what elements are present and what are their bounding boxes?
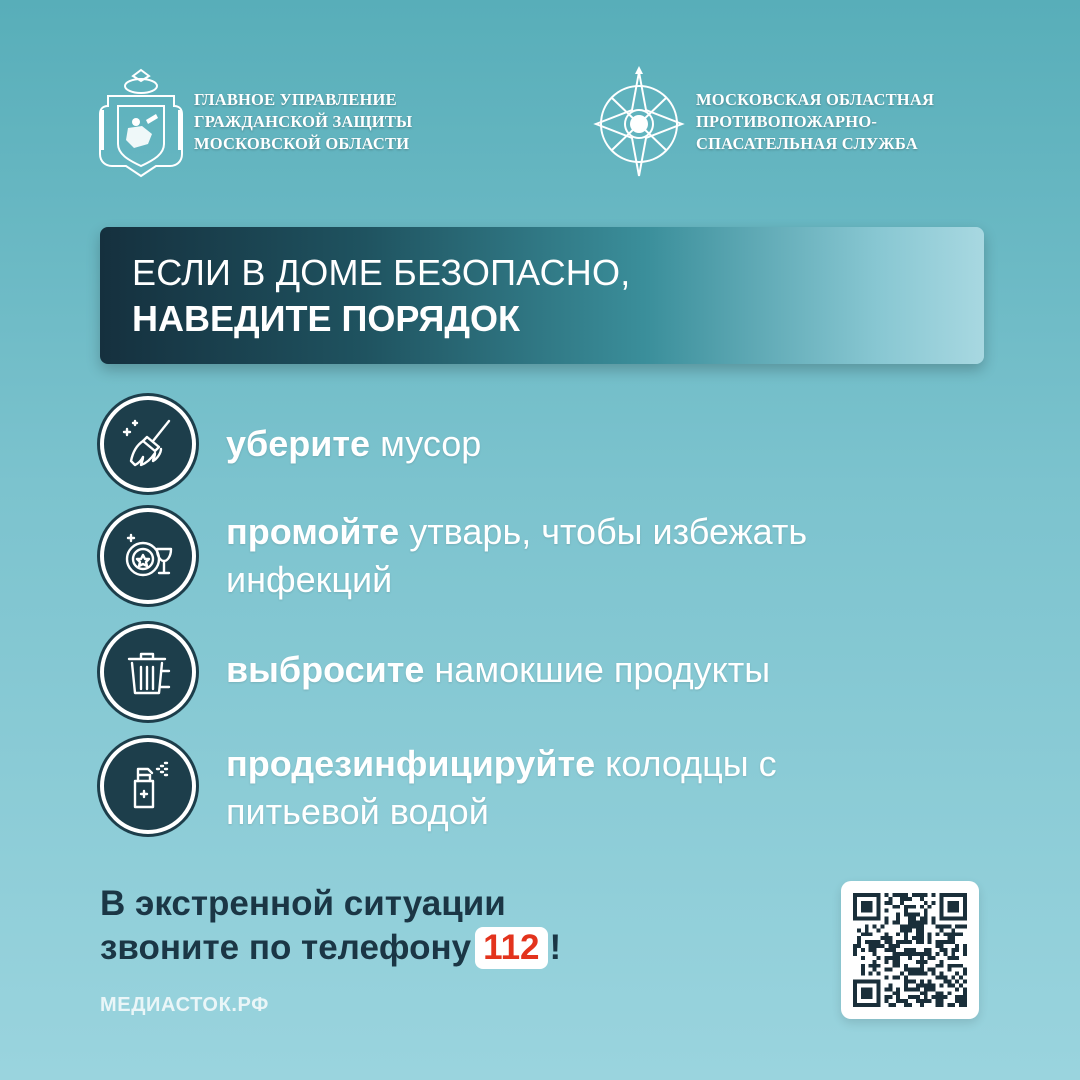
emergency-number-badge[interactable]: 112	[475, 927, 547, 969]
org-right-line: СПАСАТЕЛЬНАЯ СЛУЖБА	[696, 134, 918, 153]
tip-item	[100, 624, 926, 720]
org-left	[96, 66, 484, 178]
org-left-line: МОСКОВСКОЙ ОБЛАСТИ	[194, 134, 410, 153]
headline-banner	[100, 227, 984, 364]
qr-code-icon	[853, 893, 967, 1007]
tip-rest: утварь, чтобы избежать инфекций	[226, 511, 808, 600]
emergency-line-2	[100, 926, 561, 970]
org-left-line: ГРАЖДАНСКОЙ ЗАЩИТЫ	[194, 112, 413, 131]
tip-verb: промойте	[226, 511, 400, 552]
org-right-line: ПРОТИВОПОЖАРНО-	[696, 112, 878, 131]
tip-rest: мусор	[370, 423, 482, 464]
emergency-suffix: !	[549, 928, 562, 967]
emergency-call-text	[100, 882, 561, 970]
tip-item	[100, 738, 926, 836]
org-left-name	[194, 89, 484, 155]
tip-text	[226, 624, 926, 694]
broom-icon	[100, 396, 196, 492]
qr-code[interactable]	[841, 881, 979, 1019]
star-emblem-icon	[590, 66, 688, 178]
org-right-line: МОСКОВСКАЯ ОБЛАСТНАЯ	[696, 90, 935, 109]
tip-text	[226, 508, 926, 604]
tip-verb: уберите	[226, 423, 371, 464]
tip-text	[226, 396, 926, 468]
tip-item	[100, 508, 926, 604]
org-right	[590, 66, 986, 178]
site-link[interactable]: МЕДИАСТОК.РФ	[100, 994, 269, 1016]
tip-text	[226, 738, 926, 836]
tip-item	[100, 396, 926, 492]
trash-bin-icon	[100, 624, 196, 720]
emergency-line-1: В экстренной ситуации	[100, 884, 506, 923]
headline-line-2: НАВЕДИТЕ ПОРЯДОК	[132, 298, 521, 339]
headline-line-1: ЕСЛИ В ДОМЕ БЕЗОПАСНО,	[132, 252, 631, 293]
org-left-line: ГЛАВНОЕ УПРАВЛЕНИЕ	[194, 90, 397, 109]
coat-of-arms-icon	[96, 66, 186, 178]
tip-rest: намокшие продукты	[424, 649, 771, 690]
dishes-icon	[100, 508, 196, 604]
emergency-phrase: звоните по телефону	[100, 928, 472, 967]
org-right-name	[696, 89, 986, 155]
tip-verb: продезинфицируйте	[226, 743, 596, 784]
tip-rest: колодцы с питьевой водой	[226, 743, 777, 832]
tip-verb: выбросите	[226, 649, 425, 690]
disinfectant-spray-icon	[100, 738, 196, 834]
